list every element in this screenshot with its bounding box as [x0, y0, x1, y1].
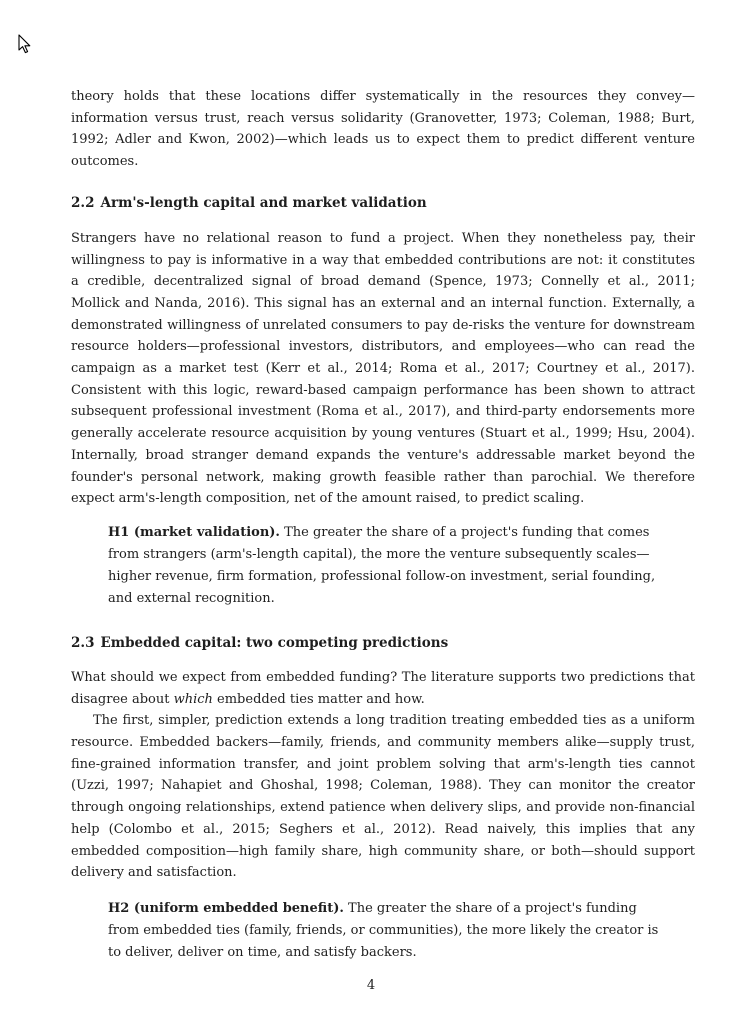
text-run: embedded ties matter and how.	[212, 691, 425, 707]
section-number: 2.3	[71, 634, 95, 651]
section-heading-2-3	[71, 633, 695, 653]
hypothesis-h2	[108, 898, 659, 964]
emphasis-which: which	[173, 691, 213, 707]
paper-page-body	[71, 86, 695, 964]
hypothesis-label: H2 (uniform embedded benefit).	[108, 900, 344, 916]
hypothesis-h1	[108, 522, 659, 610]
hypothesis-text: The greater the share of a project's funding from embedded ties (family, friends, or communities), the more likely the creator is to deliver, deliver on time, and satisfy backers.	[108, 900, 659, 960]
text-run: What should we expect from embedded funding? The literature supports two predictions that disagree about	[71, 669, 695, 707]
paragraph-embedded-question	[71, 667, 695, 710]
section-title: Arm's-length capital and market validation	[100, 194, 427, 211]
mouse-pointer-icon	[18, 34, 32, 54]
section-title: Embedded capital: two competing predictions	[100, 634, 449, 651]
hypothesis-label: H1 (market validation).	[108, 524, 280, 540]
hypothesis-text: The greater the share of a project's funding that comes from strangers (arm's-length capital), the more the venture subsequently scales—higher revenue, firm formation, professional follow-on investment, serial founding, and external recognition.	[108, 524, 656, 606]
section-heading-2-2	[71, 193, 695, 213]
paragraph-market-validation: Strangers have no relational reason to fund a project. When they nonetheless pay, their willingness to pay is informative in a way that embedded contributions are not: it constitutes a credible, decentralized signal of broad demand (Spence, 1973; Connelly et al., 2011; Mollick and Nanda, 2016). This signal has an external and an internal function. Externally, a demonstrated willingness of unrelated consumers to pay de-risks the venture for downstream resource holders—professional investors, distributors, and employees—who can read the campaign as a market test (Kerr et al., 2014; Roma et al., 2017; Courtney et al., 2017). Consistent with this logic, reward-based campaign performance has been shown to attract subsequent professional investment (Roma et al., 2017), and third-party endorsements more generally accelerate resource acquisition by young ventures (Stuart et al., 1999; Hsu, 2004). Internally, broad stranger demand expands the venture's addressable market beyond the founder's personal network, making growth feasible rather than parochial. We therefore expect arm's-length composition, net of the amount raised, to predict scaling.	[71, 230, 695, 507]
paragraph-intro-continuation: theory holds that these locations differ systematically in the resources they convey—information versus trust, reach versus solidarity (Granovetter, 1973; Coleman, 1988; Burt, 1992; Adler and Kwon, 2002)—which leads us to expect them to predict different venture outcomes.	[71, 89, 695, 170]
page-number: 4	[366, 978, 376, 993]
section-number: 2.2	[71, 194, 95, 211]
paragraph-uniform-resource: The first, simpler, prediction extends a long tradition treating embedded ties as a uniform resource. Embedded backers—family, friends, and community members alike—supply trust, fine-grained information transfer, and joint problem solving that arm's-length ties cannot (Uzzi, 1997; Nahapiet and Ghoshal, 1998; Coleman, 1988). They can monitor the creator through ongoing relationships, extend patience when delivery slips, and provide non-financial help (Colombo et al., 2015; Seghers et al., 2012). Read naively, this implies that any embedded composition—high family share, high community share, or both—should support delivery and satisfaction.	[71, 713, 695, 881]
